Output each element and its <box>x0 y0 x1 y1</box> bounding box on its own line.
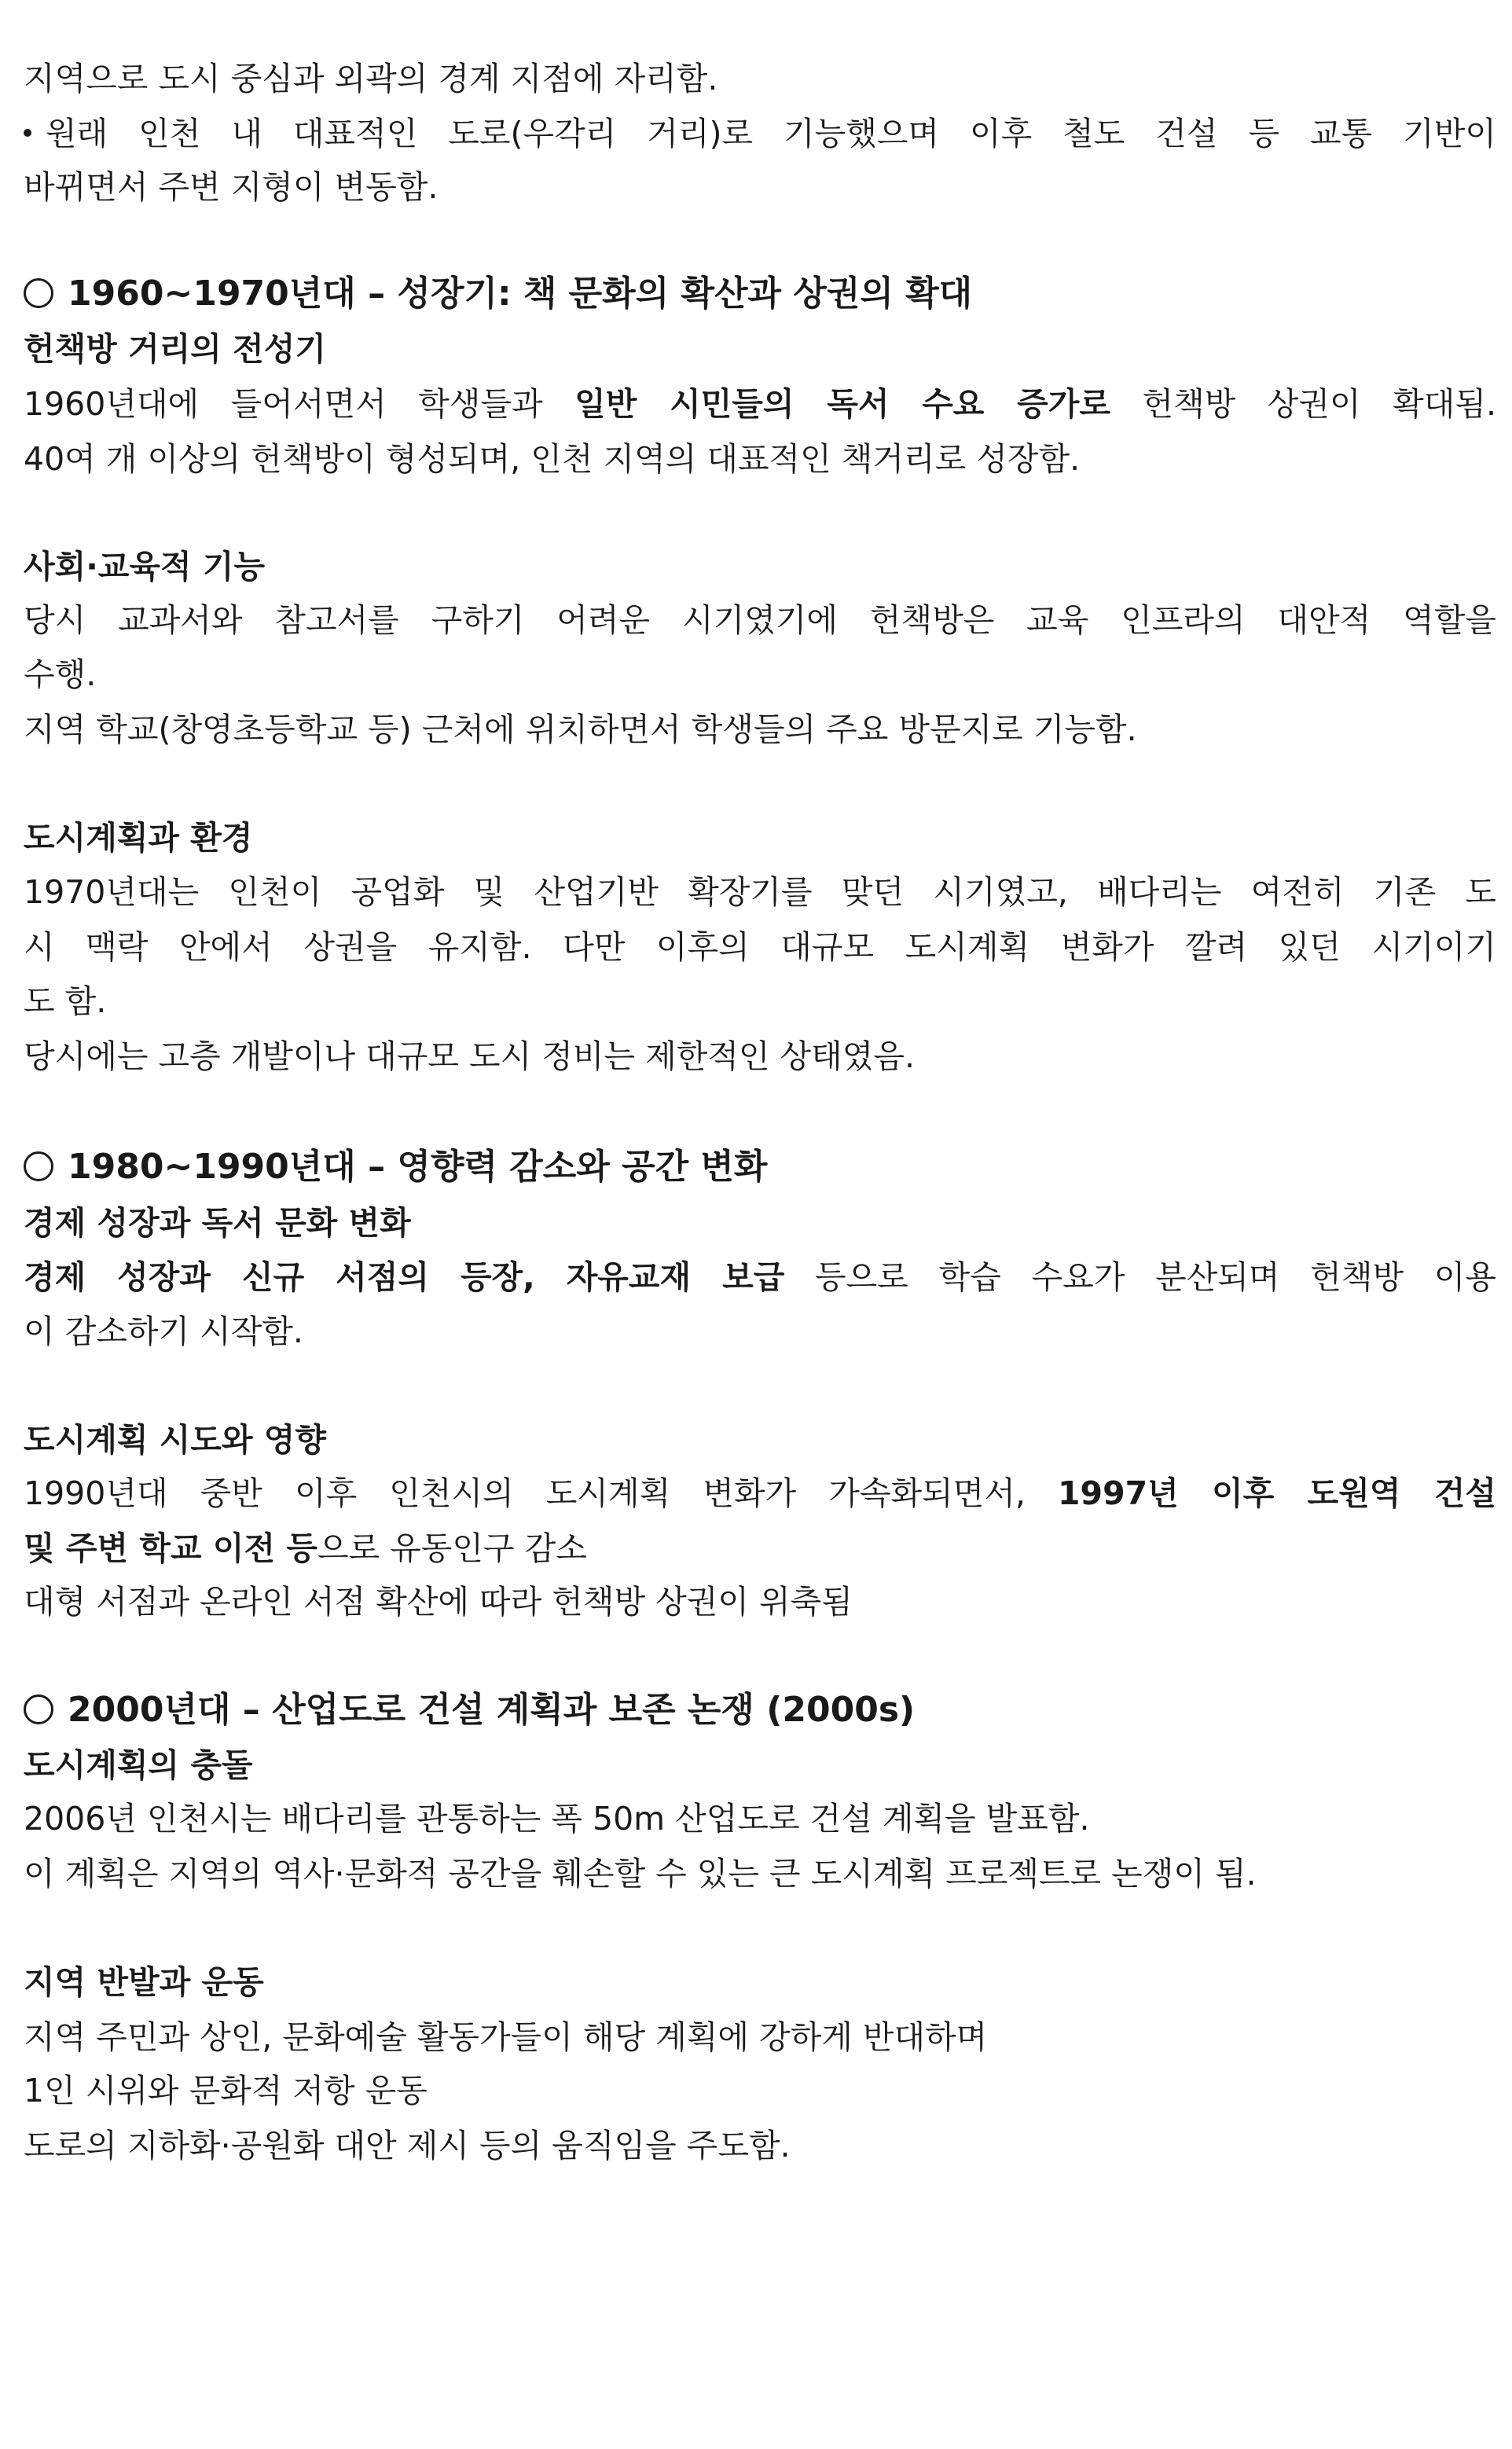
section-3-sub-2-line-2: 1인 시위와 문화적 저항 운동 <box>24 2072 428 2109</box>
section-3-sub-1-line-1: 2006년 인천시는 배다리를 관통하는 폭 50m 산업도로 건설 계획을 발표함. <box>24 1800 1090 1838</box>
section-2-sub-1-heading: 경제 성장과 독서 문화 변화 <box>24 1204 411 1242</box>
section-1-sub-2-line-2: 수행. <box>24 655 97 693</box>
intro-bullet-line <box>24 112 1496 156</box>
section-1-sub-2-heading: 사회·교육적 기능 <box>24 548 266 586</box>
intro-line-3: 바뀌면서 주변 지형이 변동함. <box>24 168 439 206</box>
section-1-sub-2-line-1: 당시 교과서와 참고서를 구하기 어려운 시기였기에 헌책방은 교육 인프라의 대안적 역할을 <box>24 601 1496 639</box>
section-3-sub-1-heading: 도시계획의 충돌 <box>24 1746 253 1784</box>
section-1-sub-3-line-4: 당시에는 고층 개발이나 대규모 도시 정비는 제한적인 상태였음. <box>24 1037 916 1075</box>
bullet-icon <box>24 129 31 137</box>
section-1-sub-3-line-3: 도 함. <box>24 982 107 1020</box>
section-1-title: 1960~1970년대 – 성장기: 책 문화의 확산과 상권의 확대 <box>24 272 1496 316</box>
section-1-sub-1-line-2: 40여 개 이상의 헌책방이 형성되며, 인천 지역의 대표적인 책거리로 성장함. <box>24 440 1081 478</box>
section-1-sub-3-line-1: 1970년대는 인천이 공업화 및 산업기반 확장기를 맞던 시기였고, 배다리는 여전히 기존 도 <box>24 873 1496 911</box>
intro-line-1: 지역으로 도시 중심과 외곽의 경계 지점에 자리함. <box>24 60 718 97</box>
section-3-sub-2-line-3: 도로의 지하화·공원화 대안 제시 등의 움직임을 주도함. <box>24 2127 791 2164</box>
section-1-sub-2-line-3: 지역 학교(창영초등학교 등) 근처에 위치하면서 학생들의 주요 방문지로 기능함. <box>24 710 1137 748</box>
section-3-title: 2000년대 – 산업도로 건설 계획과 보존 논쟁 (2000s) <box>24 1688 1496 1732</box>
section-2-sub-2-line-2: 및 주변 학교 이전 등으로 유동인구 감소 <box>24 1529 587 1567</box>
section-1-sub-3-heading: 도시계획과 환경 <box>24 819 253 857</box>
section-2-sub-2-line-1: 1990년대 중반 이후 인천시의 도시계획 변화가 가속화되면서, 1997년 이후 도원역 건설 <box>24 1474 1496 1512</box>
section-3-sub-2-heading: 지역 반발과 운동 <box>24 1963 264 2001</box>
section-2-sub-1-line-1: 경제 성장과 신규 서점의 등장, 자유교재 보급 등으로 학습 수요가 분산되며 헌책방 이용 <box>24 1258 1496 1296</box>
section-3-sub-2-line-1: 지역 주민과 상인, 문화예술 활동가들이 해당 계획에 강하게 반대하며 <box>24 2018 988 2056</box>
intro-bullet-text: 원래 인천 내 대표적인 도로(우각리 거리)로 기능했으며 이후 철도 건설 등 교통 기반이 <box>46 115 1496 152</box>
circle-icon <box>24 278 53 308</box>
section-2-sub-2-heading: 도시계획 시도와 영향 <box>24 1421 327 1459</box>
circle-icon <box>24 1694 53 1724</box>
section-1-sub-3-line-2: 시 맥락 안에서 상권을 유지함. 다만 이후의 대규모 도시계획 변화가 깔려 있던 시기이기 <box>24 928 1496 966</box>
section-2-sub-2-line-3: 대형 서점과 온라인 서점 확산에 따라 헌책방 상권이 위축됨 <box>24 1583 853 1621</box>
circle-icon <box>24 1151 53 1181</box>
section-2-title: 1980~1990년대 – 영향력 감소와 공간 변화 <box>24 1145 1496 1189</box>
section-1-sub-1-heading: 헌책방 거리의 전성기 <box>24 330 327 368</box>
section-1-sub-1-line-1: 1960년대에 들어서면서 학생들과 일반 시민들의 독서 수요 증가로 헌책방 상권이 확대됨. <box>24 385 1496 423</box>
section-3-sub-1-line-2: 이 계획은 지역의 역사·문화적 공간을 훼손할 수 있는 큰 도시계획 프로젝트로 논쟁이 됨. <box>24 1855 1257 1893</box>
section-2-sub-1-line-2: 이 감소하기 시작함. <box>24 1313 303 1350</box>
